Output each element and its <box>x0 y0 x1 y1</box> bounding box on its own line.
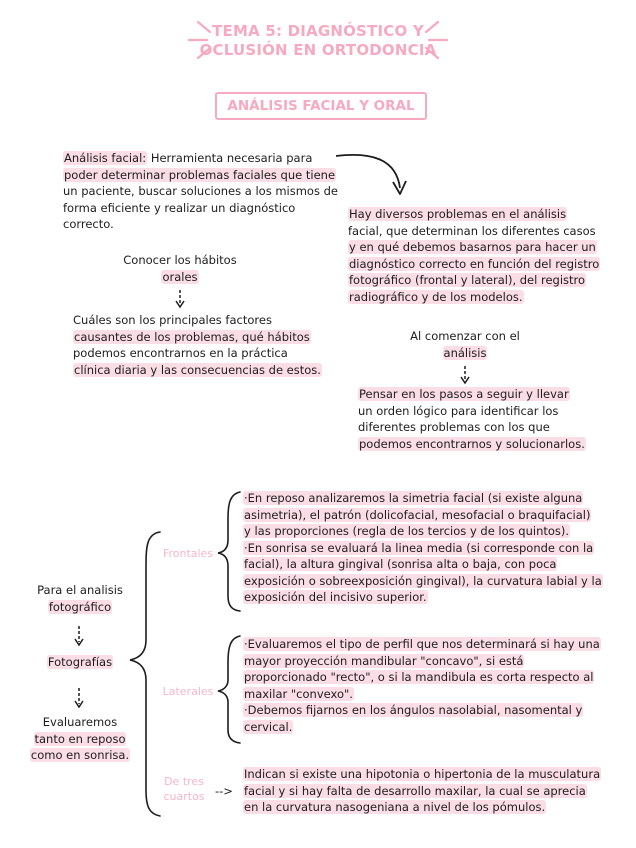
habits-text: Cuáles son los principales factores causantes de los problemas, qué hábitos podemos encontrarnos en la práctica clínica diaria y las consecuencias de estos. <box>73 313 321 377</box>
start-heading: Al comenzar con el análisis <box>410 329 520 360</box>
page-title: TEMA 5: DIAGNÓSTICO Y OCLUSIÓN EN ORTODONCIA <box>199 22 437 59</box>
photos-label: Fotografías <box>47 655 113 669</box>
section-subtitle: ANÁLISIS FACIAL Y ORAL <box>215 92 427 120</box>
definition-term: Análisis facial: <box>64 151 147 165</box>
photo-heading: Para el analisis fotográfico <box>37 583 123 614</box>
frontales-text: ·En reposo analizaremos la simetria facial (si existe alguna asimetria), el patrón (dolicofacial, mesofacial o braquifacial) y las proporciones (regla de los tercios y de los quintos). ·En sonrisa se evaluará la linea media (si corresponde con la facial), la altura gingival (sonrisa alta o baja, con poca exposición o sobreexposición gingival), la curvatura labial y la exposición del incisivo superior. <box>244 491 602 604</box>
habits-heading: Conocer los hábitos orales <box>123 253 237 284</box>
laterales-label: Laterales <box>162 685 214 698</box>
laterales-text: ·Evaluaremos el tipo de perfil que nos determinará si hay una mayor proyección mandibular "concavo", si está proporcionado "recto", o si la mandibula es corta respecto al maxilar "convexo". ·Debemos fijarnos en los ángulos nasolabial, nasomental y cervical. <box>244 637 600 734</box>
evaluate-text: Evaluaremos tanto en reposo como en sonrisa. <box>30 715 130 762</box>
tres-cuartos-label: De tres cuartos <box>163 775 205 803</box>
problems-text: Hay diversos problemas en el análisis facial, que determinan los diferentes casos y en qué debemos basarnos para hacer un diagnóstico correcto en función del registro fotográfico (frontal y lateral), del registro radiográfico y de los modelos. <box>348 207 600 304</box>
frontales-label: Frontales <box>162 547 214 560</box>
tres-cuartos-text: Indican si existe una hipotonia o hipertonia de la musculatura facial y si hay falta de desarrollo maxilar, la cual se aprecia en la curvatura nasogeniana a nivel de los pómulos. <box>244 767 601 814</box>
dashed-arrow-icon: --> <box>215 784 233 798</box>
start-text: Pensar en los pasos a seguir y llevar un orden lógico para identificar los diferentes problemas con los que podemos encontrarnos y solucionarlos. <box>358 387 585 451</box>
definition-text: Análisis facial: Herramienta necesaria para poder determinar problemas faciales que tiene un paciente, buscar soluciones a los mismos de forma eficiente y realizar un diagnóstico correcto. <box>63 151 338 231</box>
